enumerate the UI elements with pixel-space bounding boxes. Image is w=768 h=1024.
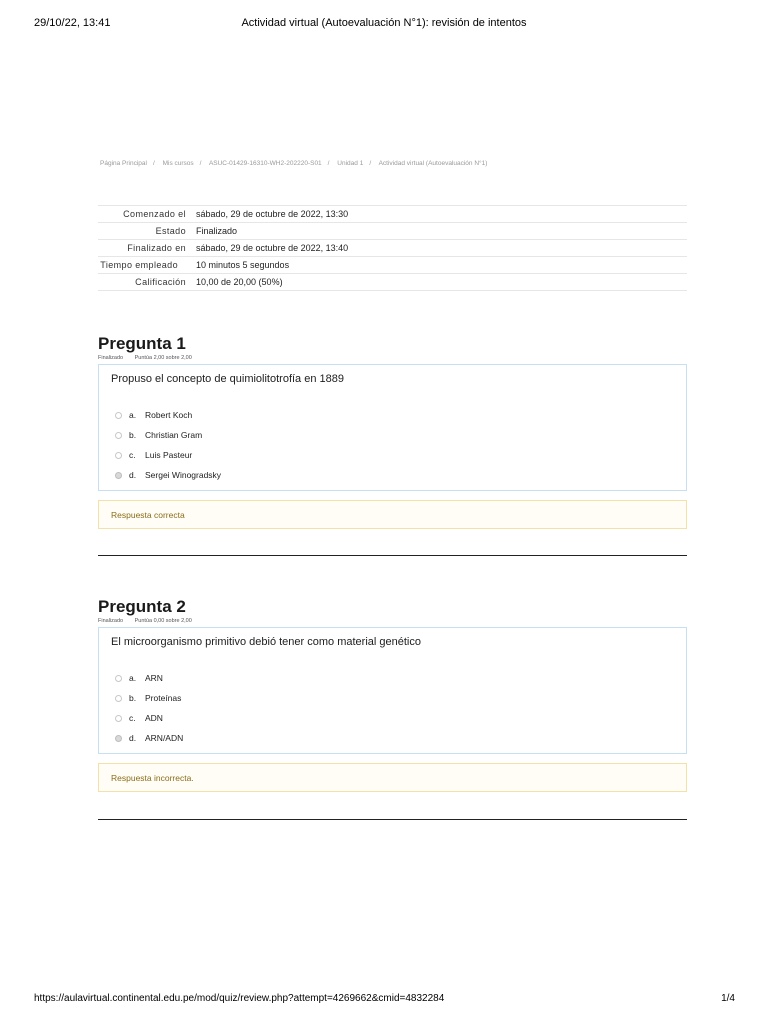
summary-row-finished bbox=[98, 240, 687, 257]
radio-button[interactable] bbox=[115, 432, 122, 439]
option-label: Proteínas bbox=[145, 693, 182, 703]
radio-button-selected[interactable] bbox=[115, 735, 122, 742]
summary-row-started bbox=[98, 206, 687, 223]
option-b[interactable] bbox=[115, 425, 221, 445]
option-letter: b. bbox=[129, 430, 137, 440]
option-label: ADN bbox=[145, 713, 163, 723]
question-title: Pregunta 2 bbox=[98, 597, 186, 616]
question-title: Pregunta 1 bbox=[98, 334, 186, 353]
option-a[interactable] bbox=[115, 405, 221, 425]
option-c[interactable] bbox=[115, 445, 221, 465]
option-letter: a. bbox=[129, 673, 137, 683]
summary-label: Calificación bbox=[135, 277, 186, 287]
option-letter: c. bbox=[129, 713, 136, 723]
option-b[interactable] bbox=[115, 688, 183, 708]
attempt-summary-table bbox=[98, 205, 687, 291]
feedback-box: Respuesta correcta bbox=[98, 500, 687, 529]
radio-button[interactable] bbox=[115, 695, 122, 702]
option-c[interactable] bbox=[115, 708, 183, 728]
question-box bbox=[98, 627, 687, 754]
option-label: Christian Gram bbox=[145, 430, 203, 440]
option-letter: a. bbox=[129, 410, 137, 420]
question-state: Finalizado bbox=[98, 618, 124, 624]
radio-button[interactable] bbox=[115, 675, 122, 682]
summary-value: Finalizado bbox=[196, 226, 238, 236]
option-letter: d. bbox=[129, 470, 137, 480]
question-divider bbox=[98, 555, 687, 556]
radio-button-selected[interactable] bbox=[115, 472, 122, 479]
question-1 bbox=[98, 334, 687, 529]
option-label: Sergei Winogradsky bbox=[145, 470, 222, 480]
feedback-box: Respuesta incorrecta. bbox=[98, 763, 687, 792]
page-number: 1/4 bbox=[721, 993, 735, 1004]
summary-label: Finalizado en bbox=[127, 243, 186, 253]
summary-value: sábado, 29 de octubre de 2022, 13:30 bbox=[196, 209, 349, 219]
option-a[interactable] bbox=[115, 668, 183, 688]
summary-value: 10 minutos 5 segundos bbox=[196, 260, 290, 270]
summary-label: Tiempo empleado bbox=[100, 260, 178, 270]
summary-value: sábado, 29 de octubre de 2022, 13:40 bbox=[196, 243, 349, 253]
print-datetime: 29/10/22, 13:41 bbox=[34, 17, 111, 29]
breadcrumb-unit[interactable]: Unidad 1 bbox=[337, 160, 364, 167]
question-2 bbox=[98, 597, 687, 792]
question-box bbox=[98, 364, 687, 491]
question-score: Puntúa 0,00 sobre 2,00 bbox=[134, 618, 192, 624]
breadcrumb-home[interactable]: Página Principal bbox=[100, 160, 147, 167]
question-score: Puntúa 2,00 sobre 2,00 bbox=[134, 355, 192, 361]
breadcrumb-activity[interactable]: Actividad virtual (Autoevaluación N°1) bbox=[378, 160, 488, 167]
breadcrumb: Página Principal / Mis cursos / ASUC-01429-16310-WH2-202220-S01 / Unidad 1 / Actividad virtual (Autoevaluación N°1) bbox=[100, 160, 488, 167]
summary-label: Estado bbox=[155, 226, 186, 236]
question-divider bbox=[98, 819, 687, 820]
option-letter: d. bbox=[129, 733, 137, 743]
option-letter: c. bbox=[129, 450, 136, 460]
question-info bbox=[98, 618, 687, 626]
question-text: Propuso el concepto de quimiolitotrofía en 1889 bbox=[111, 373, 344, 385]
option-letter: b. bbox=[129, 693, 137, 703]
print-title: Actividad virtual (Autoevaluación N°1): revisión de intentos bbox=[241, 17, 527, 29]
question-state: Finalizado bbox=[98, 355, 124, 361]
summary-label: Comenzado el bbox=[123, 209, 186, 219]
question-text: El microorganismo primitivo debió tener como material genético bbox=[111, 636, 421, 648]
option-label: Luis Pasteur bbox=[145, 450, 193, 460]
radio-button[interactable] bbox=[115, 452, 122, 459]
summary-row-time bbox=[98, 257, 687, 274]
breadcrumb-course[interactable]: ASUC-01429-16310-WH2-202220-S01 bbox=[208, 160, 322, 167]
summary-row-state bbox=[98, 223, 687, 240]
option-d[interactable] bbox=[115, 728, 183, 748]
print-header bbox=[0, 17, 768, 31]
answer-options bbox=[115, 668, 183, 748]
summary-row-grade bbox=[98, 274, 687, 291]
option-d[interactable] bbox=[115, 465, 221, 485]
radio-button[interactable] bbox=[115, 412, 122, 419]
summary-value: 10,00 de 20,00 (50%) bbox=[196, 277, 283, 287]
question-info bbox=[98, 355, 687, 363]
radio-button[interactable] bbox=[115, 715, 122, 722]
breadcrumb-my-courses[interactable]: Mis cursos bbox=[162, 160, 194, 167]
print-url: https://aulavirtual.continental.edu.pe/mod/quiz/review.php?attempt=4269662&cmid=4832284 bbox=[34, 993, 445, 1004]
answer-options bbox=[115, 405, 221, 485]
option-label: Robert Koch bbox=[145, 410, 193, 420]
option-label: ARN bbox=[145, 673, 163, 683]
option-label: ARN/ADN bbox=[145, 733, 184, 743]
